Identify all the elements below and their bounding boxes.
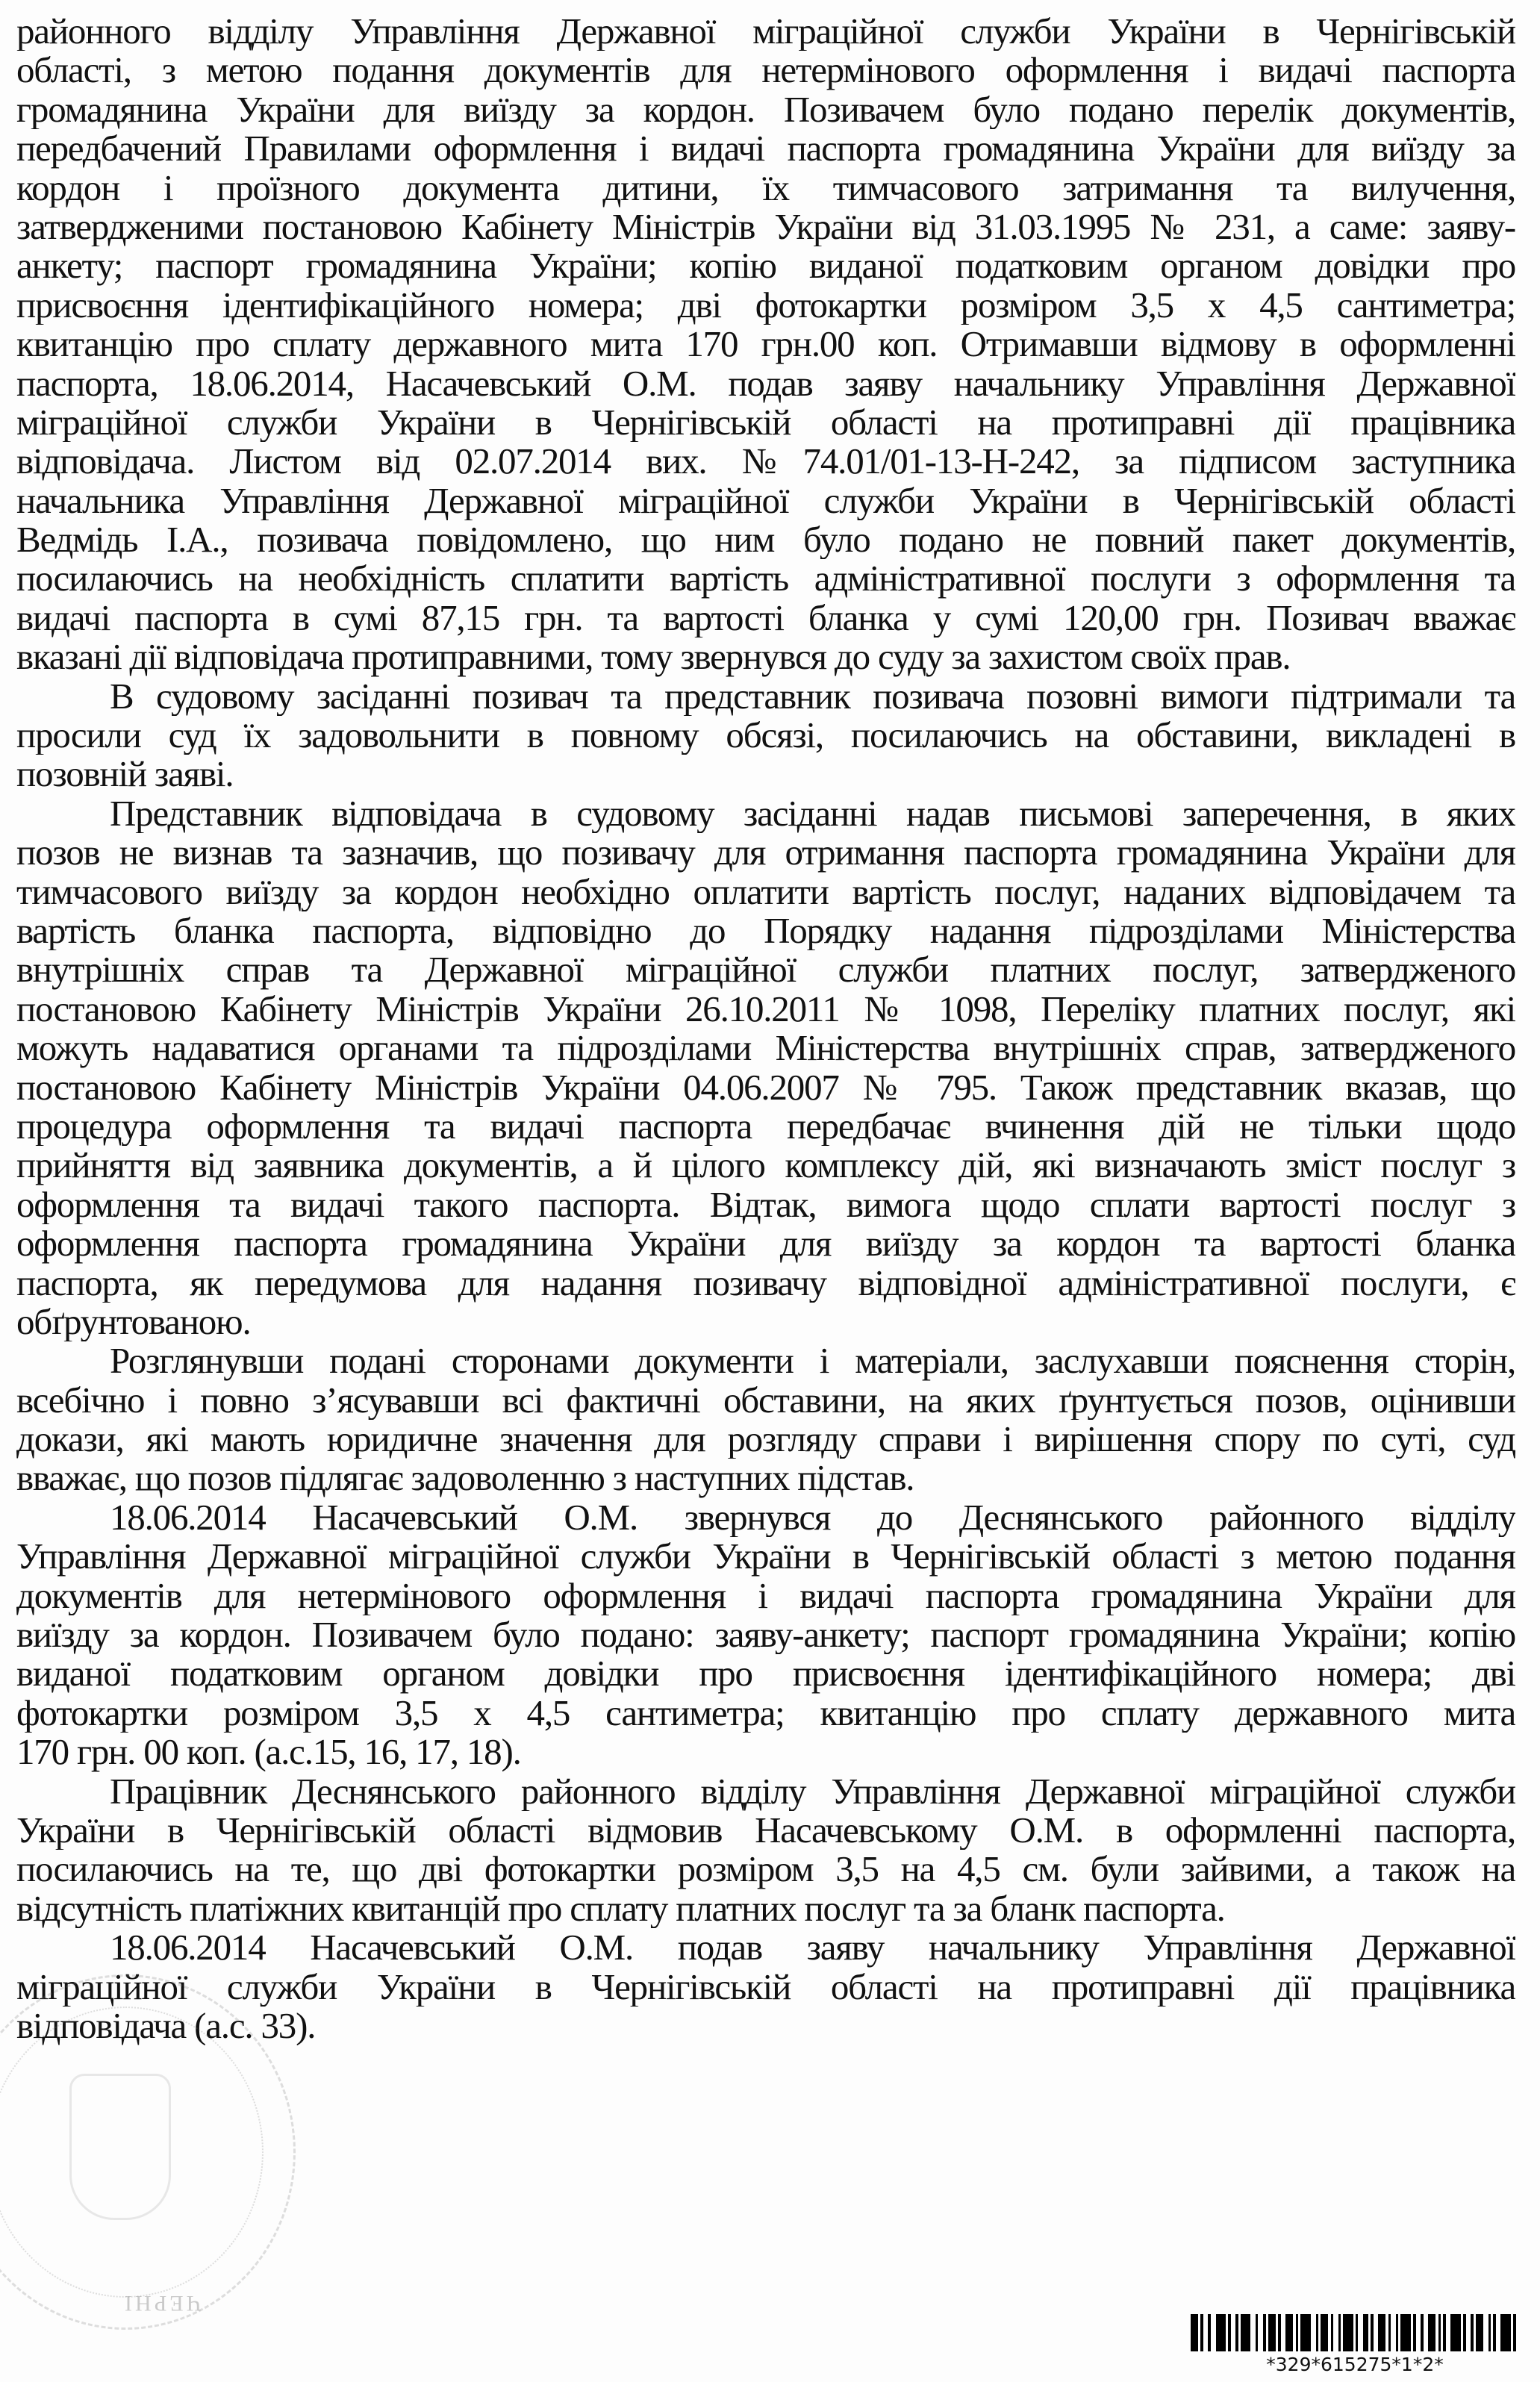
barcode-bar — [1450, 2314, 1460, 2351]
text-line-content: анкету; паспорт громадянина України; копію виданої податковим органом довідки про — [16, 246, 1515, 286]
text-line — [16, 442, 1515, 481]
text-line-content: відповідача. Листом від 02.07.2014 вих. №74.01/01-13-Н-242, за підписом заступника — [16, 442, 1515, 481]
text-line — [16, 873, 1515, 911]
stamp-text: ЧЕРНІ — [122, 2291, 202, 2316]
text-line-content: області, з метою подання документів для нетермінового оформлення і видачі паспорта — [16, 51, 1515, 90]
text-line-content: позов не визнав та зазначив, що позивачу для отримання паспорта громадянина України для — [16, 833, 1515, 873]
text-line — [16, 1615, 1515, 1654]
text-line — [16, 129, 1515, 168]
text-line — [16, 1381, 1515, 1420]
text-line — [16, 1459, 1515, 1497]
text-line — [16, 559, 1515, 598]
barcode — [1191, 2314, 1519, 2380]
barcode-gap — [1281, 2314, 1286, 2351]
text-line-content: відповідача (а.с. 33). — [16, 2006, 316, 2046]
barcode-gap — [1416, 2314, 1421, 2351]
barcode-gap — [1203, 2314, 1209, 2351]
text-line-content: тимчасового виїзду за кордон необхідно оплатити вартість послуг, наданих відповідачем та — [16, 872, 1515, 911]
barcode-gap — [1391, 2314, 1396, 2351]
text-line — [16, 1733, 1515, 1771]
text-line — [16, 1498, 1515, 1537]
text-line — [16, 1420, 1515, 1459]
text-line — [16, 833, 1515, 872]
text-line — [16, 246, 1515, 285]
barcode-bar — [1285, 2314, 1293, 2351]
text-line — [16, 1029, 1515, 1067]
text-line — [16, 1694, 1515, 1733]
barcode-gap — [1258, 2314, 1263, 2351]
barcode-gap — [1250, 2314, 1256, 2351]
barcode-gap — [1231, 2314, 1236, 2351]
text-line — [16, 208, 1515, 246]
text-line-content: передбачений Правилами оформлення і видачі паспорта громадянина України для виїзду за — [16, 129, 1515, 169]
text-line-content: начальника Управління Державної міграційної служби України в Чернігівській області — [16, 481, 1515, 521]
barcode-gap — [1496, 2314, 1501, 2351]
barcode-bar — [1476, 2314, 1483, 2351]
barcode-gap — [1424, 2314, 1429, 2351]
text-line — [16, 51, 1515, 90]
barcode-gap — [1446, 2314, 1451, 2351]
barcode-gap — [1358, 2314, 1363, 2351]
text-line-content: В судовому засіданні позивач та представник позивача позовні вимоги підтримали та — [110, 676, 1515, 717]
text-line-content: видачі паспорта в сумі 87,15 грн. та вартості бланка у сумі 120,00 грн. Позивач вважає — [16, 598, 1515, 638]
text-line-content: відсутність платіжних квитанцій про сплату платних послуг та за бланк паспорта. — [16, 1889, 1225, 1929]
text-line-content: посилаючись на те, що дві фотокартки розміром 3,5 на 4,5 см. були зайвими, а також на — [16, 1850, 1515, 1889]
text-line-content: районного відділу Управління Державної міграційної служби України в Чернігівській — [16, 12, 1515, 52]
text-line-content: 18.06.2014 Насачевський О.М. звернувся до Деснянського районного відділу — [110, 1497, 1515, 1538]
text-line — [16, 1811, 1515, 1850]
text-line-content: оформлення паспорта громадянина України для виїзду за кордон та вартості бланка — [16, 1224, 1515, 1264]
text-line — [16, 1968, 1515, 2007]
text-line-content: постановою Кабінету Міністрів України 26.10.2011 № 1098, Переліку платних послуг, які — [16, 989, 1515, 1029]
text-line-content: документів для нетермінового оформлення і видачі паспорта громадянина України для — [16, 1576, 1515, 1616]
text-line — [16, 90, 1515, 129]
text-line — [16, 1264, 1515, 1303]
text-line-content: фотокартки розміром 3,5 х 4,5 сантиметра; квитанцію про сплату державного мита — [16, 1693, 1515, 1733]
text-line — [16, 1577, 1515, 1615]
text-line — [16, 716, 1515, 755]
text-line-content: всебічно і повно з’ясувавши всі фактичні обставини, на яких ґрунтується позов, оцінивши — [16, 1380, 1515, 1421]
text-line — [16, 1889, 1515, 1928]
barcode-bar — [1500, 2314, 1510, 2351]
text-line — [16, 1850, 1515, 1889]
text-line-content: виданої податковим органом довідки про присвоєння ідентифікаційного номера; дві — [16, 1654, 1515, 1694]
text-line — [16, 1107, 1515, 1146]
text-line — [16, 637, 1515, 676]
barcode-gap — [1516, 2314, 1518, 2351]
text-line — [16, 677, 1515, 716]
text-line-content: міграційної служби України в Чернігівській області на протиправні дії працівника — [16, 1967, 1515, 2007]
barcode-gap — [1211, 2314, 1216, 2351]
barcode-bar — [1300, 2314, 1310, 2351]
text-line — [16, 520, 1515, 559]
barcode-bar — [1241, 2314, 1250, 2351]
text-line — [16, 1772, 1515, 1811]
barcode-bar — [1343, 2314, 1353, 2351]
text-line-content: Працівник Деснянського районного відділу Управління Державної міграційної служби — [110, 1771, 1515, 1811]
text-line-content: присвоєння ідентифікаційного номера; дві фотокартки розміром 3,5 х 4,5 сантиметра; — [16, 285, 1515, 325]
document-page — [16, 12, 1515, 2045]
text-line — [16, 1537, 1515, 1576]
barcode-gap — [1374, 2314, 1379, 2351]
text-line-content: оформлення та видачі такого паспорта. Відтак, вимога щодо сплати вартості послуг з — [16, 1185, 1515, 1225]
text-line-content: виїзду за кордон. Позивачем було подано: заяву-анкету; паспорт громадянина України; копію — [16, 1615, 1515, 1655]
barcode-gap — [1333, 2314, 1338, 2351]
text-line-content: Представник відповідача в судовому засіданні надав письмові заперечення, в яких — [110, 794, 1515, 834]
barcode-bar — [1268, 2314, 1276, 2351]
text-line — [16, 481, 1515, 520]
text-line-content: Управління Державної міграційної служби України в Чернігівській області з метою подання — [16, 1537, 1515, 1577]
text-line-content: Розглянувши подані сторонами документи і матеріали, заслухавши пояснення сторін, — [110, 1341, 1515, 1381]
text-line — [16, 1185, 1515, 1224]
text-line-content: постановою Кабінету Міністрів України 04.06.2007 № 795. Також представник вказав, що — [16, 1067, 1515, 1107]
barcode-gap — [1466, 2314, 1471, 2351]
barcode-bar — [1321, 2314, 1328, 2351]
barcode-bar — [1216, 2314, 1226, 2351]
text-line — [16, 950, 1515, 989]
text-line — [16, 911, 1515, 950]
barcode-bar — [1378, 2314, 1385, 2351]
text-line — [16, 169, 1515, 208]
text-line-content: затвердженими постановою Кабінету Міністрів України від 31.03.1995 № 231, а саме: заяву- — [16, 207, 1515, 247]
text-line-content: вважає, що позов підлягає задоволенню з наступних підстав. — [16, 1459, 914, 1498]
barcode-bars — [1191, 2314, 1519, 2351]
text-line-content: обґрунтованою. — [16, 1302, 251, 1342]
text-line — [16, 1303, 1515, 1341]
text-line — [16, 1224, 1515, 1263]
text-line — [16, 2007, 1515, 2045]
text-line-content: позовній заяві. — [16, 755, 234, 794]
barcode-label: *329*615275*1*2* — [1266, 2354, 1444, 2375]
text-line — [16, 403, 1515, 442]
text-line — [16, 755, 1515, 794]
text-line — [16, 1928, 1515, 1967]
text-line-content: процедура оформлення та видачі паспорта передбачає вчинення дій не тільки щодо — [16, 1106, 1515, 1147]
text-line — [16, 364, 1515, 403]
text-line-content: квитанцію про сплату державного мита 170 грн.00 коп. Отримавши відмову в оформленні — [16, 325, 1515, 364]
text-line-content: Ведмідь І.А., позивача повідомлено, що ним було подано не повний пакет документів, — [16, 520, 1515, 560]
text-line-content: України в Чернігівській області відмовив Насачевському О.М. в оформленні паспорта, — [16, 1810, 1515, 1851]
barcode-gap — [1311, 2314, 1316, 2351]
text-line-content: вартість бланка паспорта, відповідно до Порядку надання підрозділами Міністерства — [16, 911, 1515, 951]
text-line-content: паспорта, 18.06.2014, Насачевський О.М. подав заяву начальнику Управління Державної — [16, 364, 1515, 403]
text-line-content: можуть надаватися органами та підрозділами Міністерства внутрішніх справ, затвердженого — [16, 1029, 1515, 1068]
barcode-gap — [1483, 2314, 1488, 2351]
text-line-content: 18.06.2014 Насачевський О.М. подав заяву начальнику Управління Державної — [110, 1928, 1515, 1968]
text-line-content: вказані дії відповідача протиправними, тому звернувся до суду за захистом своїх прав. — [16, 637, 1291, 677]
text-line-content: внутрішніх справ та Державної міграційної служби платних послуг, затвердженого — [16, 950, 1515, 990]
text-line — [16, 12, 1515, 51]
text-line-content: паспорта, як передумова для надання позивачу відповідної адміністративної послуги, є — [16, 1263, 1515, 1303]
text-line — [16, 599, 1515, 637]
text-line — [16, 1068, 1515, 1107]
text-line — [16, 1146, 1515, 1185]
text-line-content: просили суд їх задовольнити в повному обсязі, посилаючись на обставини, викладені в — [16, 716, 1515, 755]
barcode-bar — [1400, 2314, 1410, 2351]
text-line — [16, 990, 1515, 1029]
text-line — [16, 1654, 1515, 1693]
barcode-bar — [1363, 2314, 1368, 2351]
text-line-content: докази, які мають юридичне значення для розгляду справи і вирішення спору по суті, суд — [16, 1420, 1515, 1459]
barcode-bar — [1191, 2314, 1198, 2351]
barcode-bar — [1428, 2314, 1435, 2351]
text-line-content: кордон і проїзного документа дитини, їх тимчасового затримання та вилучення, — [16, 168, 1515, 208]
text-line-content: прийняття від заявника документів, а й цілого комплексу дій, які визначають зміст послуг з — [16, 1146, 1515, 1185]
text-line — [16, 286, 1515, 325]
text-line-content: громадянина України для виїзду за кордон. Позивачем було подано перелік документів, — [16, 90, 1515, 130]
text-line-content: 170 грн. 00 коп. (а.с.15, 16, 17, 18). — [16, 1733, 521, 1772]
text-line — [16, 794, 1515, 833]
text-line-content: міграційної служби України в Чернігівській області на протиправні дії працівника — [16, 402, 1515, 443]
text-line — [16, 1341, 1515, 1380]
text-line-content: посилаючись на необхідність сплатити вартість адміністративної послуги з оформлення та — [16, 559, 1515, 599]
text-line — [16, 325, 1515, 364]
